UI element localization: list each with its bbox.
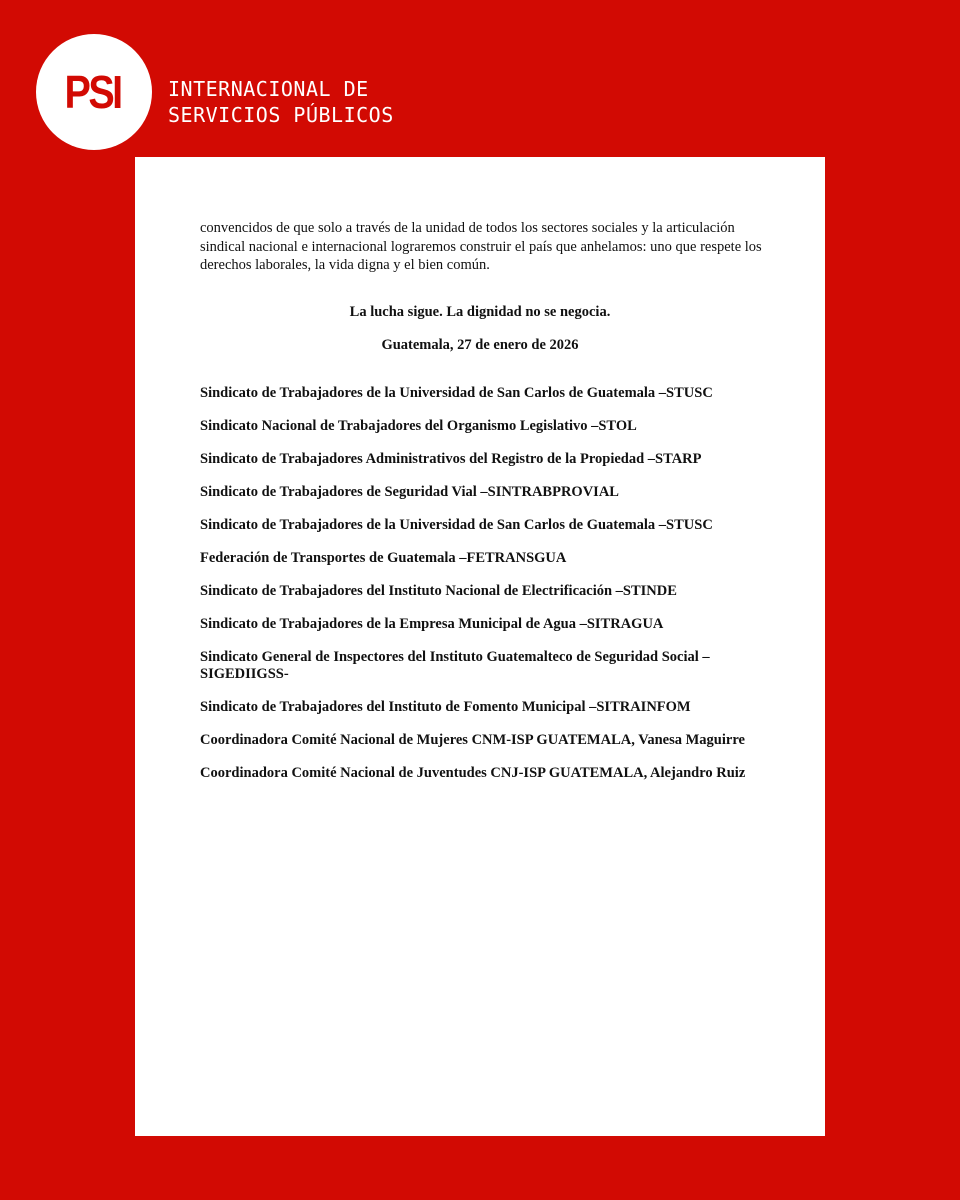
signatory-item: Sindicato de Trabajadores Administrativos del Registro de la Propiedad –STARP	[200, 451, 702, 467]
signatory-item: Coordinadora Comité Nacional de Mujeres CNM-ISP GUATEMALA, Vanesa Maguirre	[200, 732, 745, 748]
psi-logo	[36, 34, 152, 150]
logo-text: PSI	[64, 66, 122, 118]
org-name-line-2: SERVICIOS PÚBLICOS	[168, 103, 394, 127]
signatory-item: Sindicato de Trabajadores de la Universidad de San Carlos de Guatemala –STUSC	[200, 385, 713, 401]
signatory-item: Sindicato de Trabajadores del Instituto de Fomento Municipal –SITRAINFOM	[200, 699, 691, 715]
org-name-line-1: INTERNACIONAL DE	[168, 77, 369, 101]
document-page	[135, 157, 825, 1136]
signatory-item: Sindicato de Trabajadores de la Empresa Municipal de Agua –SITRAGUA	[200, 616, 664, 632]
intro-paragraph: convencidos de que solo a través de la unidad de todos los sectores sociales y la articulación sindical nacional e internacional lograremos construir el país que anhelamos: uno que respete los derechos laborales, la vida digna y el bien común.	[200, 220, 762, 273]
signatory-item: Federación de Transportes de Guatemala –FETRANSGUA	[200, 550, 567, 566]
organization-name	[168, 76, 394, 128]
place-date: Guatemala, 27 de enero de 2026	[381, 337, 579, 353]
slogan: La lucha sigue. La dignidad no se negocia.	[349, 304, 611, 320]
signatory-item: Sindicato Nacional de Trabajadores del Organismo Legislativo –STOL	[200, 418, 637, 434]
signatory-item: Coordinadora Comité Nacional de Juventudes CNJ-ISP GUATEMALA, Alejandro Ruiz	[200, 765, 746, 781]
signatory-item: Sindicato de Trabajadores de la Universidad de San Carlos de Guatemala –STUSC	[200, 517, 713, 533]
signatory-item: Sindicato de Trabajadores de Seguridad Vial –SINTRABPROVIAL	[200, 484, 619, 500]
signatories-list	[200, 385, 770, 798]
signatory-item: Sindicato General de Inspectores del Instituto Guatemalteco de Seguridad Social –SIGEDIIGSS-	[200, 649, 710, 682]
signatory-item: Sindicato de Trabajadores del Instituto Nacional de Electrificación –STINDE	[200, 583, 677, 599]
